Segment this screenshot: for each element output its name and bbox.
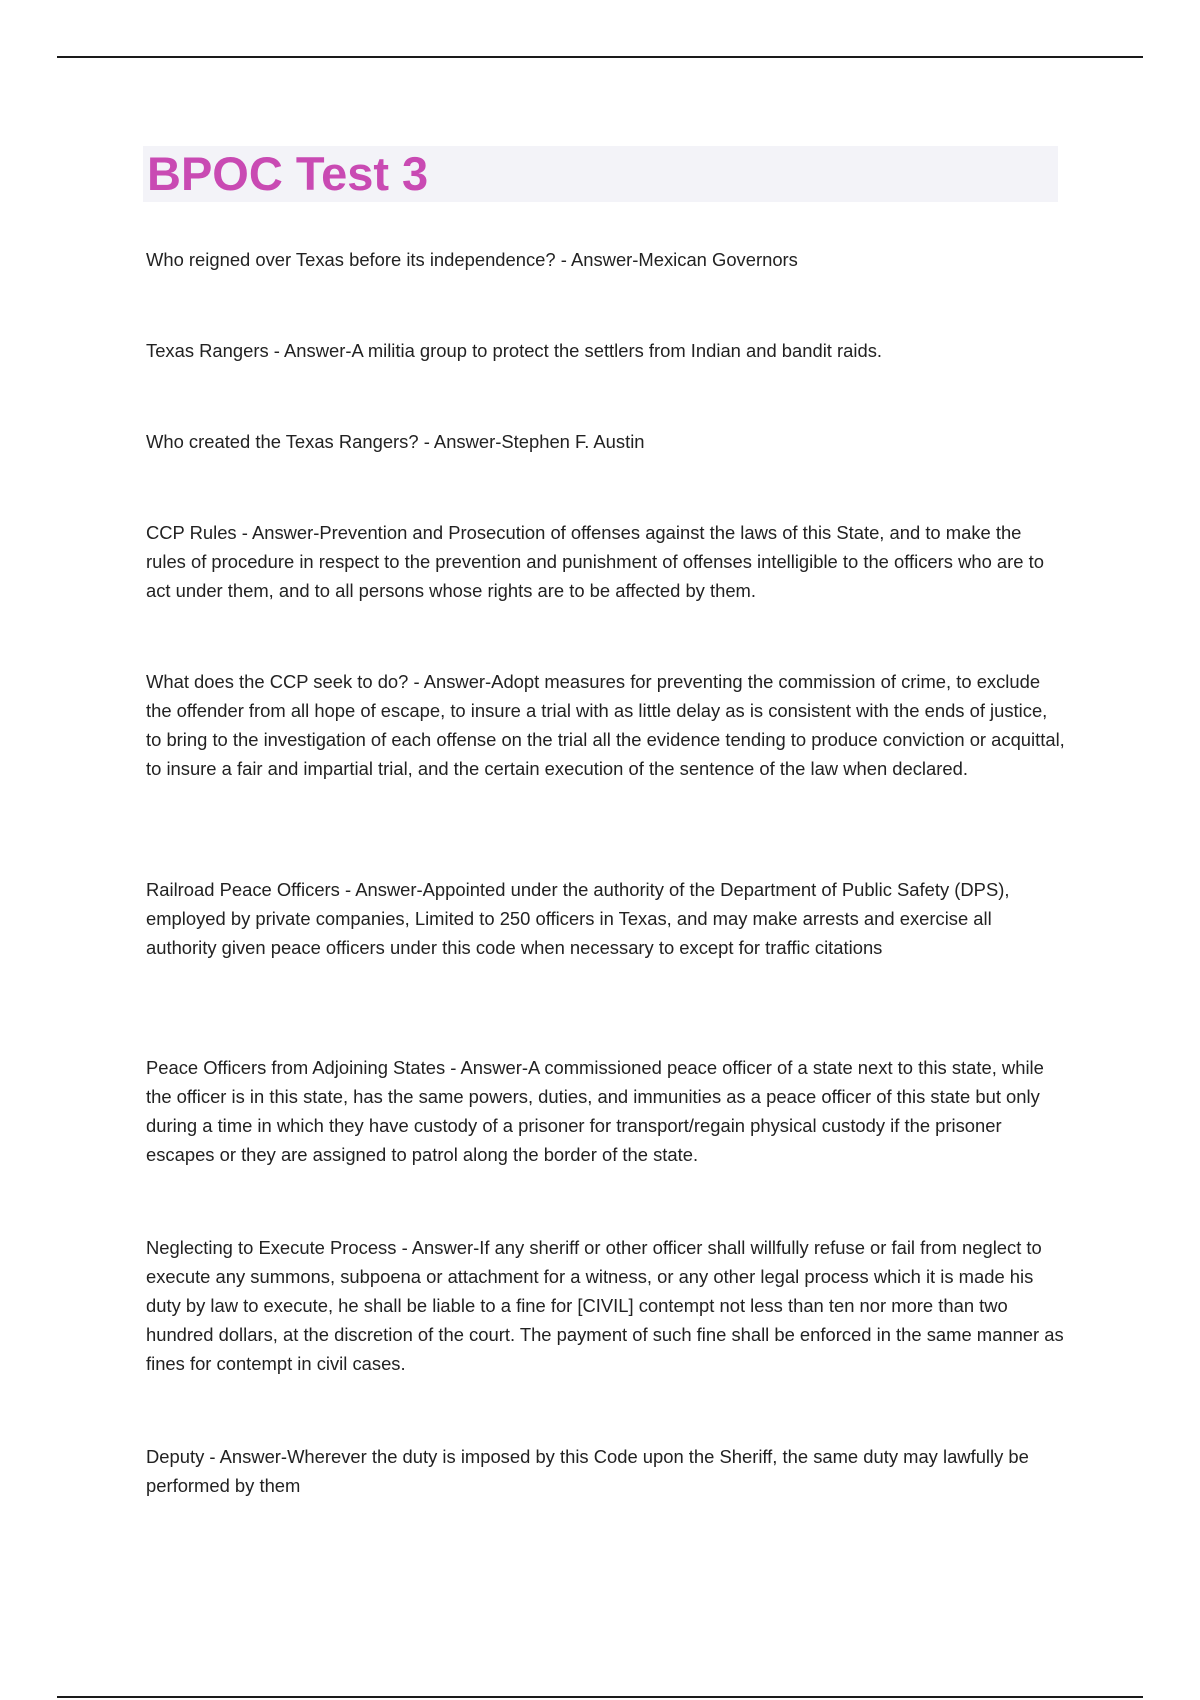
qa-term: Railroad Peace Officers [146,879,340,900]
qa-answer: Appointed under the authority of the Department of Public Safety (DPS), employed by private companies, Limited to 250 officers in Texas, and may make arrests and exercise all authority given peace officers under this code when necessary to except for traffic citations [146,879,1010,958]
qa-answer: Mexican Governors [638,249,798,270]
qa-term: CCP Rules [146,522,237,543]
qa-answer: A militia group to protect the settlers from Indian and bandit raids. [351,340,882,361]
qa-answer: Prevention and Prosecution of offenses against the laws of this State, and to make the rules of procedure in respect to the prevention and punishment of offenses intelligible to the officers who are to act under them, and to all persons whose rights are to be affected by them. [146,522,1044,601]
qa-separator: - Answer- [339,879,423,900]
qa-item-3 [146,427,1066,456]
qa-item-7 [146,1053,1066,1169]
qa-item-8 [146,1233,1066,1378]
qa-item-9 [146,1442,1066,1500]
qa-term: What does the CCP seek to do? [146,671,409,692]
qa-term: Who reigned over Texas before its independence? [146,249,556,270]
qa-answer: Wherever the duty is imposed by this Code upon the Sheriff, the same duty may lawfully be performed by them [146,1446,1029,1496]
page-title: BPOC Test 3 [147,147,429,200]
qa-term: Deputy [146,1446,205,1467]
qa-answer: A commissioned peace officer of a state next to this state, while the officer is in this state, has the same powers, duties, and immunities as a peace officer of this state but only during a time in which they have custody of a prisoner for transport/regain physical custody if the prisoner escapes or they are assigned to patrol along the border of the state. [146,1057,1044,1165]
qa-answer: If any sheriff or other officer shall willfully refuse or fail from neglect to execute any summons, subpoena or attachment for a witness, or any other legal process which it is made his duty by law to execute, he shall be liable to a fine for [CIVIL] contempt not less than ten nor more than two hundred dollars, at the discretion of the court. The payment of such fine shall be enforced in the same manner as fines for contempt in civil cases. [146,1237,1064,1374]
qa-separator: - Answer- [418,431,502,452]
qa-item-1 [146,245,1066,274]
qa-separator: - Answer- [268,340,352,361]
qa-answer: Stephen F. Austin [501,431,645,452]
qa-separator: - Answer- [555,249,639,270]
qa-term: Peace Officers from Adjoining States [146,1057,446,1078]
qa-answer: Adopt measures for preventing the commission of crime, to exclude the offender from all hope of escape, to insure a trial with as little delay as is consistent with the ends of justice, to bring to the investigation of each offense on the trial all the evidence tending to produce conviction or acquittal, to insure a fair and impartial trial, and the certain execution of the sentence of the law when declared. [146,671,1065,779]
qa-item-6 [146,875,1066,962]
qa-item-4 [146,518,1066,605]
qa-separator: - Answer- [445,1057,528,1078]
qa-item-2 [146,336,1066,365]
qa-separator: - Answer- [236,522,320,543]
qa-term: Neglecting to Execute Process [146,1237,397,1258]
qa-separator: - Answer- [396,1237,480,1258]
qa-separator: - Answer- [204,1446,288,1467]
qa-term: Who created the Texas Rangers? [146,431,419,452]
qa-term: Texas Rangers [146,340,269,361]
qa-item-5 [146,667,1066,783]
bottom-rule [57,1696,1143,1698]
top-rule [57,56,1143,58]
qa-separator: - Answer- [408,671,492,692]
